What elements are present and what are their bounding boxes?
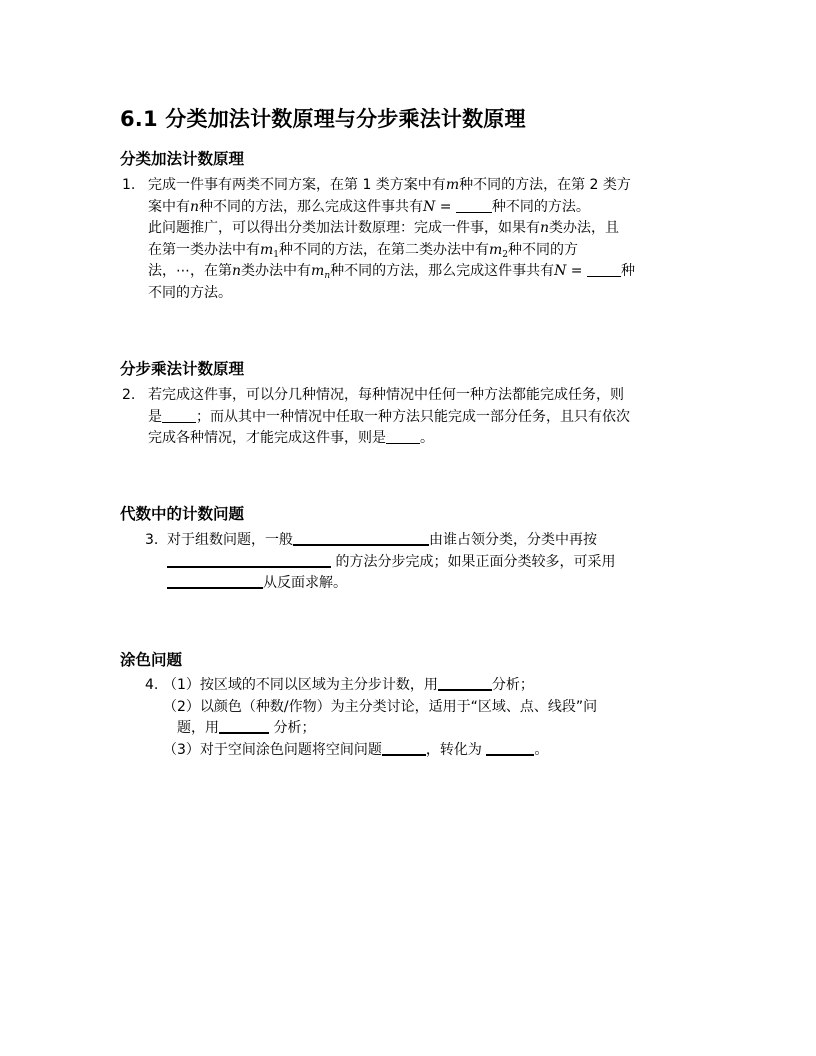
answer-blank[interactable] <box>486 740 534 756</box>
list-item-1 <box>122 175 702 305</box>
answer-blank[interactable] <box>587 262 621 277</box>
answer-blank[interactable] <box>386 429 420 444</box>
text-line: 对于组数问题，一般 由谁占领分类，分类中再按 <box>167 532 597 548</box>
text-line: （3）对于空间涂色问题将空间问题 ，转化为 。 <box>163 741 549 758</box>
page-title: 6.1 分类加法计数原理与分步乘法计数原理 <box>120 107 526 131</box>
text-line: 从反面求解。 <box>167 573 615 595</box>
section-heading-algebra-counting: 代数中的计数问题 <box>120 505 245 523</box>
item-text <box>167 530 615 595</box>
item-text <box>163 675 597 761</box>
answer-blank[interactable] <box>219 718 269 734</box>
text-line: 是 ；而从其中一种情况中任取一种方法只能完成一部分任务，且只有依次 <box>148 408 630 425</box>
text-line: 不同的方法。 <box>148 284 232 301</box>
answer-blank[interactable] <box>293 530 429 546</box>
item-number: 3. <box>145 532 159 548</box>
item-number: 1. <box>122 177 136 193</box>
text-line: 的方法分步完成；如果正面分类较多，可采用 <box>167 552 615 574</box>
text-line: 完成各种情况，才能完成这件事，则是 。 <box>148 430 434 446</box>
list-item-4 <box>145 675 705 770</box>
item-text <box>148 385 630 450</box>
section-heading-multiplication: 分步乘法计数原理 <box>120 360 245 378</box>
answer-blank[interactable] <box>167 552 331 568</box>
item-number: 4. <box>145 677 159 693</box>
text-line: 此问题推广，可以得出分类加法计数原理：完成一件事，如果有n类办法，且 <box>148 220 620 236</box>
text-line: 若完成这件事，可以分几种情况，每种情况中任何一种方法都能完成任务，则 <box>148 387 624 403</box>
text-line: 完成一件事有两类不同方案，在第 1 类方案中有m种不同的方法，在第 2 类方 <box>148 177 631 193</box>
list-item-2 <box>122 385 712 455</box>
section-heading-coloring: 涂色问题 <box>120 651 183 669</box>
text-line: 在第一类办法中有$m_1$种不同的方法，在第二类办法中有$m_2$种不同的方 <box>148 241 579 260</box>
item-text <box>148 175 635 304</box>
text-line: （2）以颜色（种数/作物）为主分类讨论，适用于“区域、点、线段”问 <box>163 698 598 715</box>
text-line: （1）按区域的不同以区域为主分步计数，用 分析； <box>163 677 534 693</box>
section-heading-addition: 分类加法计数原理 <box>120 150 245 168</box>
answer-blank[interactable] <box>382 740 426 756</box>
text-line: 法，⋯，在第n类办法中有$m_n$种不同的方法，那么完成这件事共有N = 种 <box>148 263 635 281</box>
answer-blank[interactable] <box>167 573 263 589</box>
text-line: 题，用 分析； <box>177 720 316 736</box>
text-line: 案中有n种不同的方法，那么完成这件事共有N = 种不同的方法。 <box>148 198 590 215</box>
item-number: 2. <box>122 387 136 403</box>
list-item-3 <box>145 530 685 600</box>
answer-blank[interactable] <box>456 198 492 213</box>
answer-blank[interactable] <box>162 408 196 423</box>
answer-blank[interactable] <box>438 675 492 691</box>
